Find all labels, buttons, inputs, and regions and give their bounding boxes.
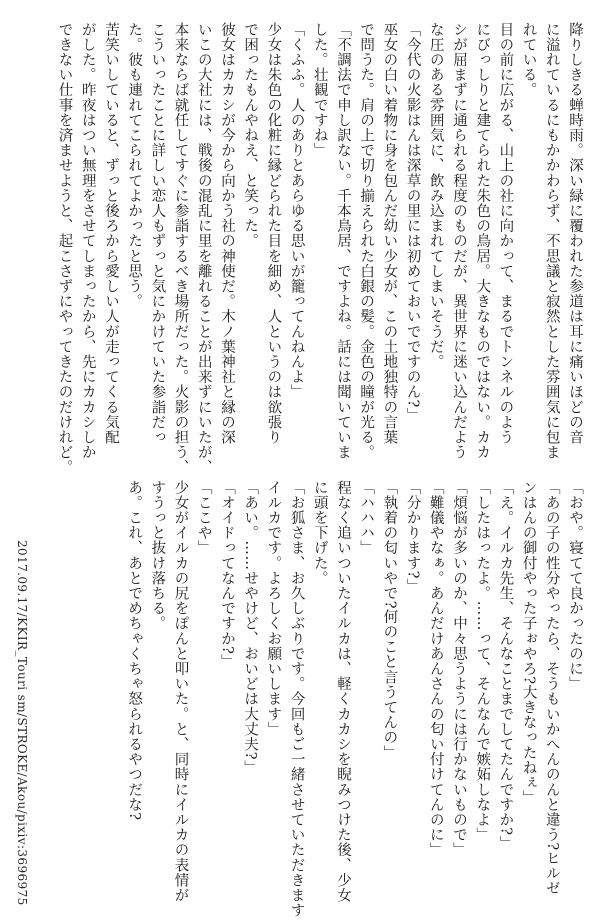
text-line: した。壮観ですね」	[311, 22, 328, 158]
text-line: 「え。イルカ先生、そんなことまでしてたんですか?」	[497, 480, 514, 851]
text-block-lower	[126, 480, 586, 918]
text-line: すうっと抜け落ちる。	[149, 480, 166, 631]
text-line: 彼女はカカシが今から向かう社の神使だ。木ノ葉神社と縁の深	[218, 22, 235, 445]
text-line: 「あい。……せやけど、おいどは大丈夫?」	[242, 480, 259, 776]
text-line: た。彼も連れてこられてよかったと思う。	[126, 22, 143, 309]
text-line: 「分かります?」	[404, 480, 421, 595]
text-line: 巫女の白い着物に身を包んだ幼い少女が、この土地独特の言葉	[381, 22, 398, 445]
text-line: 苦笑いしていると、ずっと後ろから愛しい人が走ってくる気配	[102, 22, 119, 445]
text-line: できない仕事を済ませようと、起こさずにやってきたのだけれど。	[56, 22, 73, 475]
text-line: 「難儀やなぁ。あんだけあんさんの匂い付けてんのに」	[427, 480, 444, 858]
text-line: こういったことに詳しい恋人もずっと気にかけていた参詣だっ	[149, 22, 166, 445]
text-line: 「オイドってなんですか?」	[218, 480, 235, 670]
text-line: 「お狐さま、お久しぶりです。今回もご一緒させていただきます	[288, 480, 305, 918]
text-line: 「不調法で申し訳ない。千本鳥居、ですよね。話には聞いていま	[334, 22, 351, 460]
text-line: で問うた。肩の上で切り揃えられた白銀の髪。金色の瞳が光る。	[358, 22, 375, 460]
text-block-upper	[12, 22, 586, 475]
text-line: 程なく追いついたイルカは、軽くカカシを睨みつけた後、少女	[334, 480, 351, 903]
text-line: 「おや。寝てて良かったのに」	[567, 480, 583, 692]
text-line: 降りしきる蝉時雨。深い緑に覆われた参道は耳に痛いほどの音	[567, 22, 583, 445]
text-line: 「煩悩が多いのか、中々思うようには行かないもので」	[450, 480, 467, 858]
text-line: あ。これ、あとでめちゃくちゃ怒られるやつだな?	[126, 480, 143, 821]
text-line: 少女は朱色の化粧に縁どられた目を細め、人というのは欲張り	[265, 22, 282, 445]
text-line: に溢れているにもかかわらず、不思議と寂然とした雰囲気に包ま	[543, 22, 560, 460]
text-line: 本来ならば就任してすぐに参詣するべき場所だった。火影の担う、	[172, 22, 189, 475]
colophon-footer: 2017.09.17/KKIR_Touri sm/STROKE/Akou/pixiv:3696975	[15, 540, 29, 906]
text-line: 「くふふ。人のありとあらゆる思いが籠ってんねんよ」	[288, 22, 305, 400]
text-line: シが屈まずに通られる程度のものだが、異世界に迷い込んだよう	[450, 22, 467, 460]
text-line: 「したはったよ。……って、そんなんで嫉妬しなよ」	[474, 480, 491, 843]
text-line: に頭を下げた。	[311, 480, 328, 586]
text-line: な圧のある雰囲気に、飲み込まれてしまいそうだ。	[427, 22, 444, 370]
text-line: れている。	[520, 22, 537, 98]
text-line: イルカです。よろしくお願いします」	[265, 480, 282, 737]
text-line: 「ハハハ」	[358, 480, 375, 556]
text-line: 「執着の匂いやで?何のこと言うてんの」	[381, 480, 398, 761]
text-line: 「あの子の性分やったら、そうもいかへんのんと違う?ヒルゼ	[543, 480, 560, 897]
text-line: 「今代の火影はんは深草の里には初めておいでですのん?」	[404, 22, 421, 423]
text-line: で困ったもんやねえ、と笑った。	[242, 22, 259, 249]
text-line: いこの大社には、戦後の混乱に里を離れることが出来ずにいたが、	[195, 22, 212, 475]
text-line: 目の前に広がる、山上の社に向かって、まるでトンネルのよう	[497, 22, 514, 445]
text-line: にびっしりと建てられた朱色の鳥居。大きなものではない。カカ	[474, 22, 491, 460]
text-line: ンはんの御付やった子ぉやろ?大きなったねぇ」	[520, 480, 537, 806]
text-line: 「ここや」	[195, 480, 212, 556]
text-line: 少女がイルカの尻をぽんと叩いた。と、同時にイルカの表情が	[172, 480, 189, 903]
text-line: がした。昨夜はつい無理をさせてしまったから、先にカカシしか	[79, 22, 96, 460]
